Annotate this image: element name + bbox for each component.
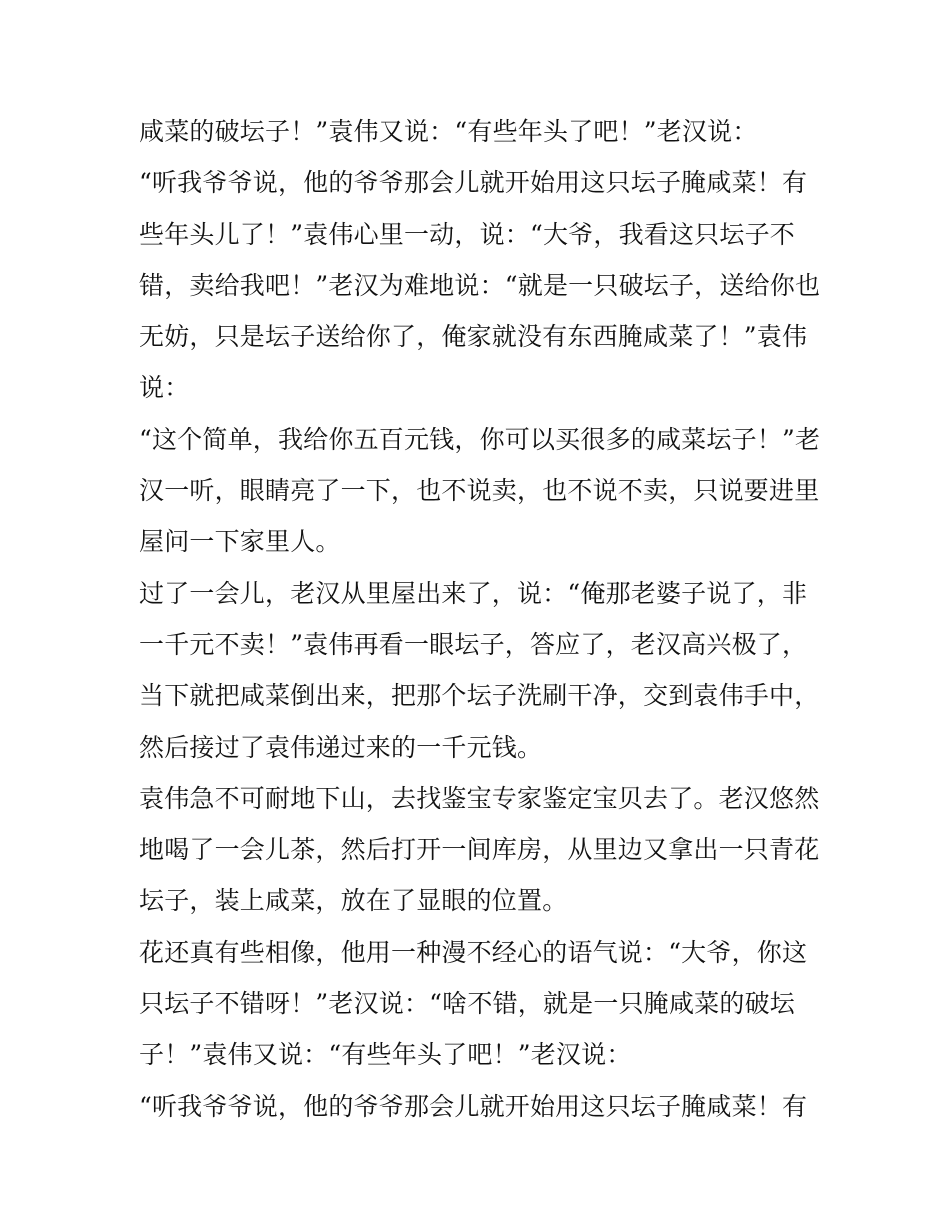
- story-text: [139, 106, 839, 1132]
- text-line-7: “这个简单，我给你五百元钱，你可以买很多的咸菜坛子！”老: [139, 424, 821, 454]
- text-line-11: 一千元不卖！”袁伟再看一眼坛子，答应了，老汉高兴极了，: [139, 629, 808, 659]
- text-line-8: 汉一听，眼睛亮了一下，也不说卖，也不说不卖，只说要进里: [139, 476, 820, 506]
- text-line-3: 些年头儿了！”袁伟心里一动，说：“大爷，我看这只坛子不: [139, 219, 795, 249]
- text-line-18: 只坛子不错呀！”老汉说：“啥不错，就是一只腌咸菜的破坛: [139, 989, 795, 1019]
- text-line-2: “听我爷爷说，他的爷爷那会儿就开始用这只坛子腌咸菜！有: [139, 168, 808, 198]
- text-line-15: 地喝了一会儿茶，然后打开一间库房，从里边又拿出一只青花: [139, 835, 820, 865]
- text-line-16: 坛子，装上咸菜，放在了显眼的位置。: [139, 886, 568, 916]
- text-line-1: 咸菜的破坛子！”袁伟又说：“有些年头了吧！”老汉说：: [139, 117, 758, 146]
- text-line-4: 错，卖给我吧！”老汉为难地说：“就是一只破坛子，送给你也: [139, 270, 821, 300]
- text-line-14: 袁伟急不可耐地下山，去找鉴宝专家鉴定宝贝去了。老汉悠然: [139, 783, 820, 813]
- text-line-10: 过了一会儿，老汉从里屋出来了，说：“俺那老婆子说了，非: [139, 578, 808, 608]
- text-line-5: 无妨，只是坛子送给你了，俺家就没有东西腌咸菜了！”袁伟: [139, 322, 808, 352]
- text-line-20: “听我爷爷说，他的爷爷那会儿就开始用这只坛子腌咸菜！有: [139, 1091, 808, 1121]
- text-line-9: 屋问一下家里人。: [139, 527, 341, 557]
- text-line-19: 子！”袁伟又说：“有些年头了吧！”老汉说：: [139, 1040, 632, 1070]
- text-line-12: 当下就把咸菜倒出来，把那个坛子洗刷干净，交到袁伟手中，: [139, 681, 820, 711]
- text-line-13: 然后接过了袁伟递过来的一千元钱。: [139, 732, 543, 762]
- text-line-6: 说：: [139, 373, 190, 403]
- text-line-17: 花还真有些相像，他用一种漫不经心的语气说：“大爷，你这: [139, 937, 808, 967]
